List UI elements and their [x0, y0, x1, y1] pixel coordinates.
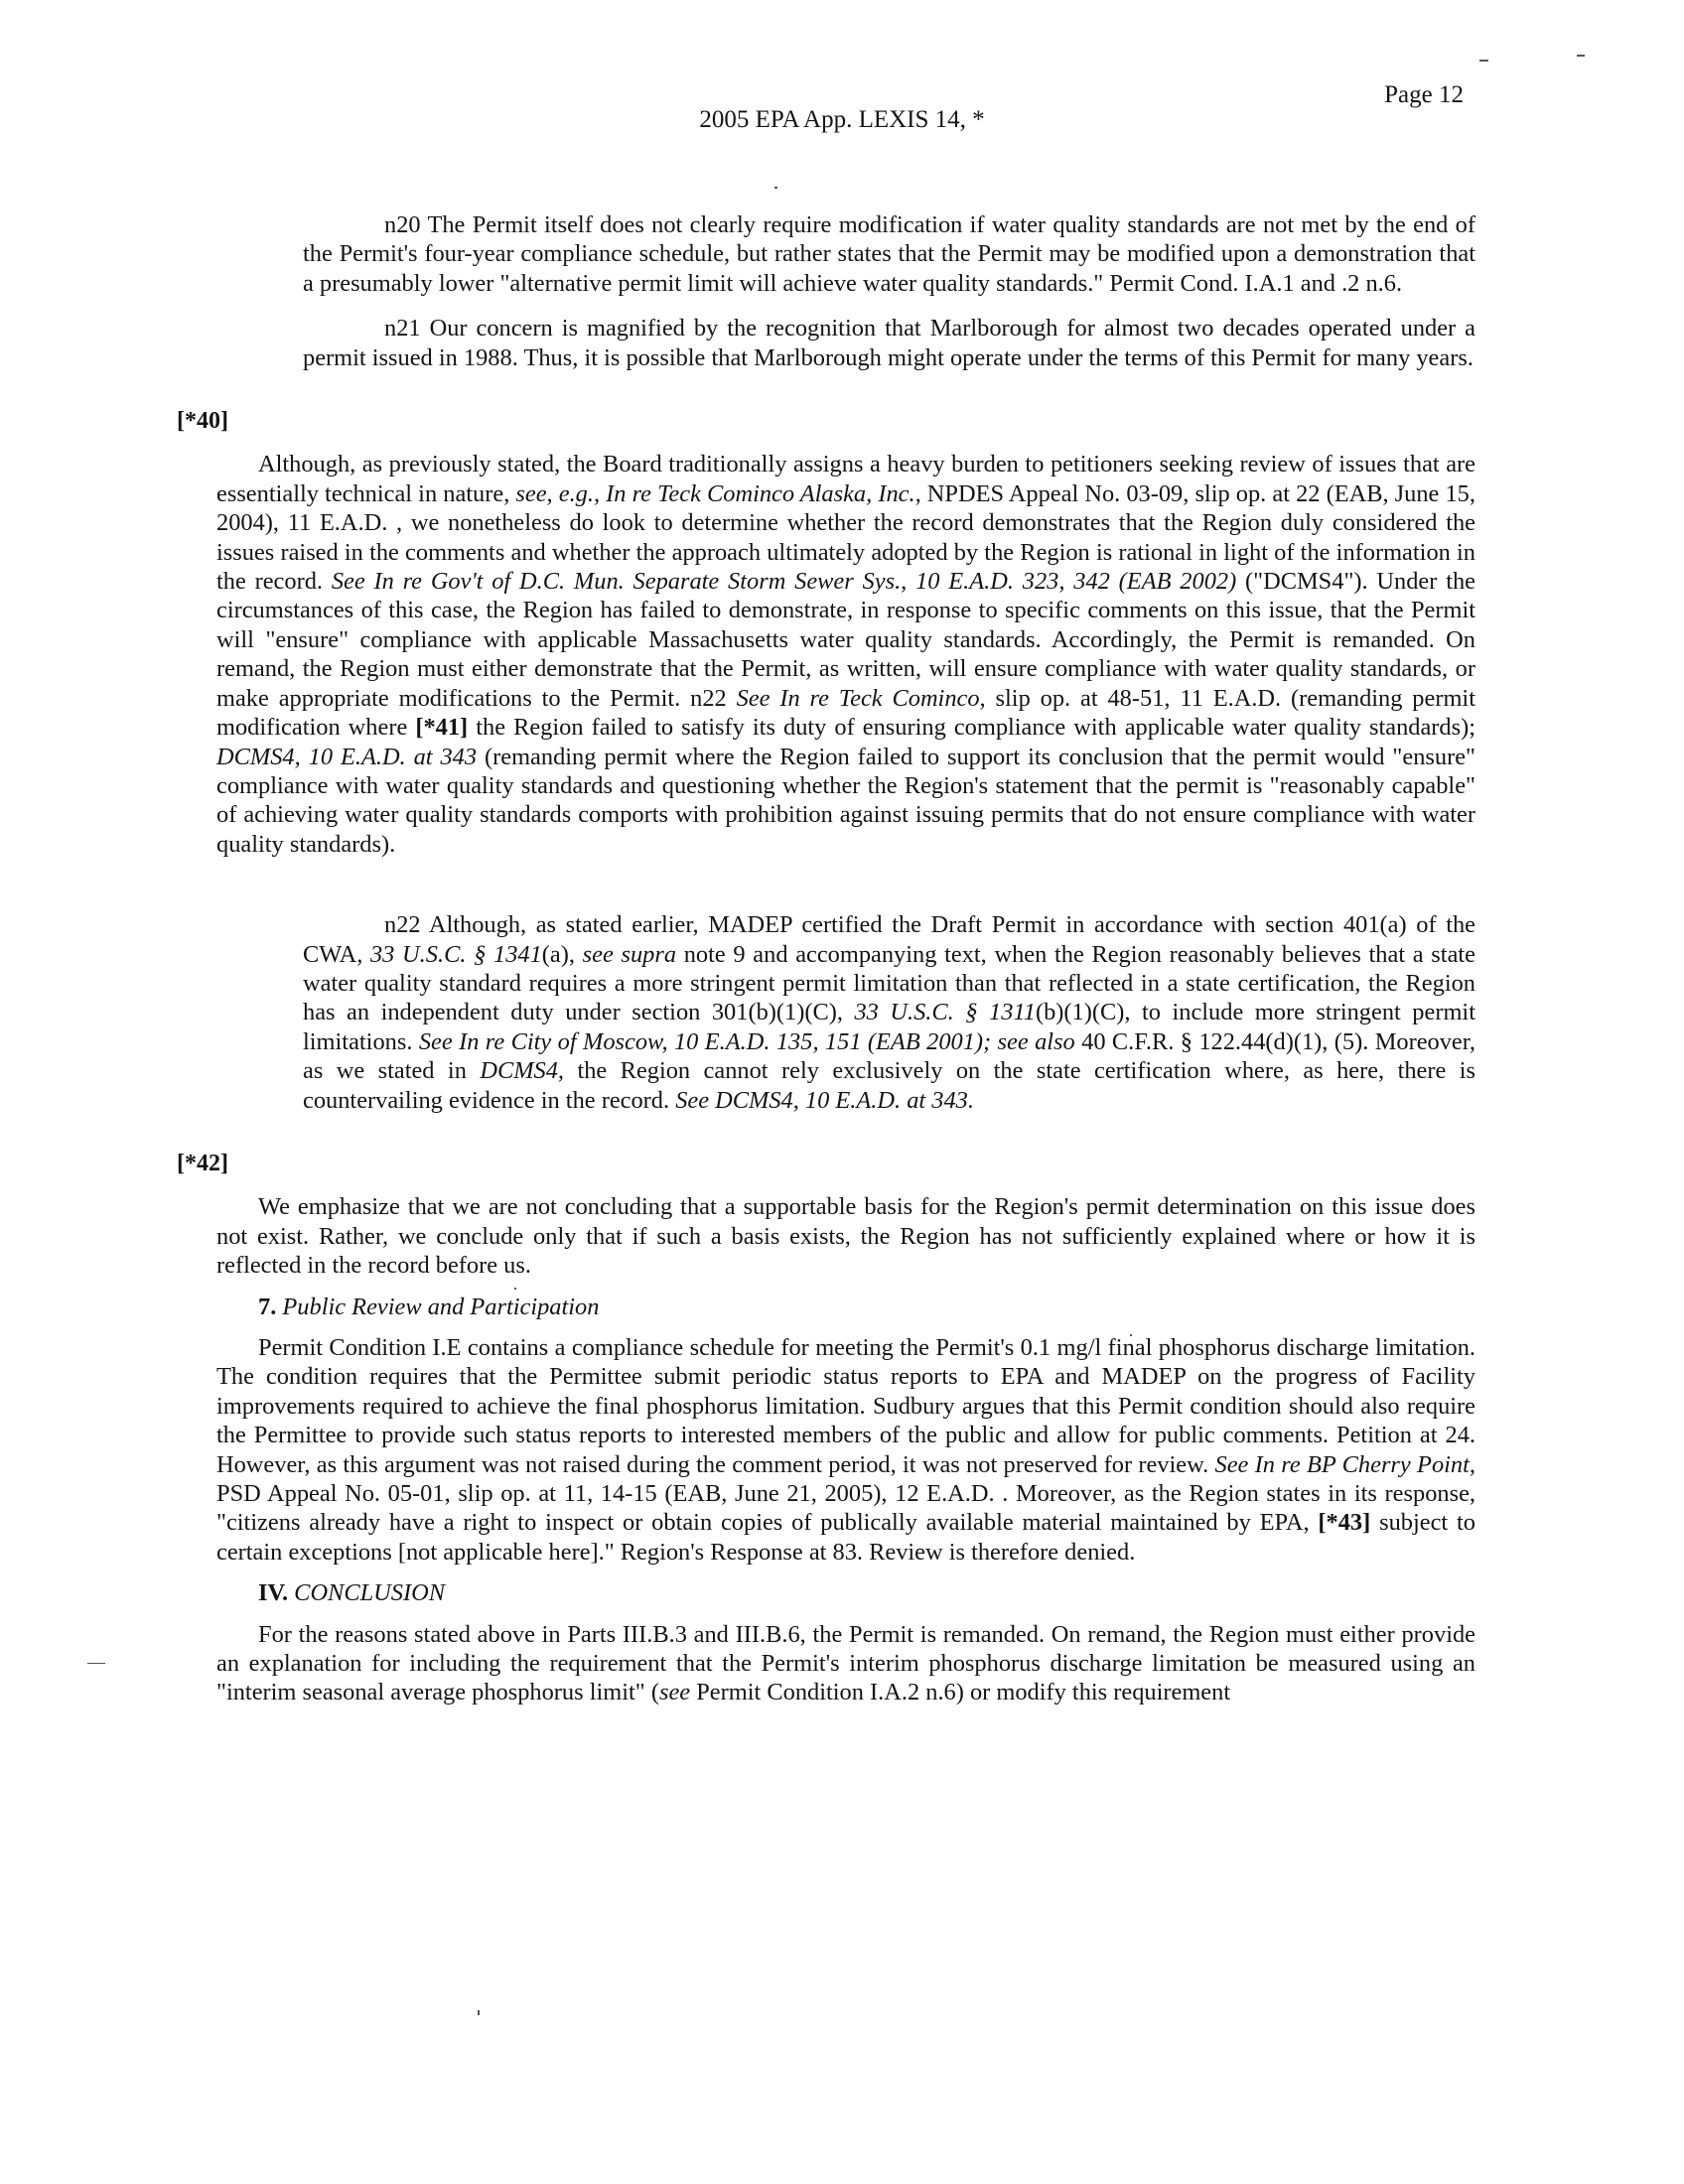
running-header-citation: 2005 EPA App. LEXIS 14, *	[699, 106, 985, 133]
section-7-heading: 7. Public Review and Participation	[258, 1293, 600, 1320]
conclusion-heading: IV. CONCLUSION	[258, 1579, 445, 1607]
page-marker-43: [*43]	[1318, 1509, 1371, 1537]
scan-speck	[774, 187, 777, 189]
page-marker-40	[177, 406, 1475, 436]
page-marker-42-label: [*42]	[177, 1150, 228, 1176]
scan-speck	[87, 1663, 105, 1664]
scan-speck	[1577, 55, 1585, 57]
page-number: Page 12	[1384, 81, 1464, 108]
document-body	[177, 210, 1476, 1707]
page-marker-41: [*41]	[415, 714, 469, 742]
paragraph-40: Although, as previously stated, the Board traditionally assigns a heavy burden to petitioners seeking review of issues that are essentially technical in nature, see, e.g., In re Teck Cominco Alaska, Inc., NPDES Appeal No. 03-09, slip op. at 22 (EAB, June 15, 2004), 11 E.A.D. , we nonetheless do look to determine whether the record demonstrates that the Region duly considered the issues raised in the comments and whether the approach ultimately adopted by the Region is rational in light of the information in the record. See In re Gov't of D.C. Mun. Separate Storm Sewer Sys., 10 E.A.D. 323, 342 (EAB 2002) ("DCMS4"). Under the circumstances of this case, the Region has failed to demonstrate, in response to specific comments on this issue, that the Permit will "ensure" compliance with applicable Massachusetts water quality standards. Accordingly, the Permit is remanded. On remand, the Region must either demonstrate that the Permit, as written, will ensure compliance with water quality standards, or make appropriate modifications to the Permit. n22 See In re Teck Cominco, slip op. at 48-51, 11 E.A.D. (remanding permit modification where [*41] the Region failed to satisfy its duty of ensuring compliance with applicable water quality standards); DCMS4, 10 E.A.D. at 343 (remanding permit where the Region failed to support its conclusion that the permit would "ensure" compliance with water quality standards and questioning whether the Region's statement that the permit is "reasonably capable" of achieving water quality standards comports with prohibition against issuing permits that do not ensure compliance with water quality standards).	[216, 451, 1475, 858]
page-marker-40-label: [*40]	[177, 408, 228, 435]
paragraph-conclusion: For the reasons stated above in Parts III.B.3 and III.B.6, the Permit is remanded. On remand, the Region must either provide an explanation for including the requirement that the Permit's interim phosphorus discharge limitation be measured using an "interim seasonal average phosphorus limit" (see Permit Condition I.A.2 n.6) or modify this requirement	[216, 1620, 1475, 1706]
footnote-n22: n22 Although, as stated earlier, MADEP certified the Draft Permit in accordance with section 401(a) of the CWA, 33 U.S.C. § 1341(a), see supra note 9 and accompanying text, when the Region reasonably believes that a state water quality standard requires a more stringent permit limitation than that reflected in a state certification, the Region has an independent duty under section 301(b)(1)(C), 33 U.S.C. § 1311(b)(1)(C), to include more stringent permit limitations. See In re City of Moscow, 10 E.A.D. 135, 151 (EAB 2001); see also 40 C.F.R. § 122.44(d)(1), (5). Moreover, as we stated in DCMS4, the Region cannot rely exclusively on the state certification where, as here, there is countervailing evidence in the record. See DCMS4, 10 E.A.D. at 343.	[303, 911, 1476, 1114]
paragraph-section-7: Permit Condition I.E contains a compliance schedule for meeting the Permit's 0.1 mg/l final phosphorus discharge limitation. The condition requires that the Permittee submit periodic status reports to EPA and MADEP on the progress of Facility improvements required to achieve the final phosphorus limitation. Sudbury argues that this Permit condition should also require the Permittee to provide such status reports to interested members of the public and allow for public comments. Petition at 24. However, as this argument was not raised during the comment period, it was not preserved for review. See In re BP Cherry Point, PSD Appeal No. 05-01, slip op. at 11, 14-15 (EAB, June 21, 2005), 12 E.A.D. . Moreover, as the Region states in its response, "citizens already have a right to inspect or obtain copies of publically available material maintained by EPA, [*43] subject to certain exceptions [not applicable here]." Region's Response at 83. Review is therefore denied.	[216, 1334, 1475, 1566]
scan-speck	[1479, 60, 1488, 62]
page-marker-42	[177, 1149, 1475, 1178]
paragraph-42: We emphasize that we are not concluding that a supportable basis for the Region's permit determination on this issue does not exist. Rather, we conclude only that if such a basis exists, the Region has not sufficiently explained where or how it is reflected in the record before us.	[216, 1193, 1475, 1280]
scan-speck	[478, 2010, 480, 2015]
footnote-n20: n20 The Permit itself does not clearly require modification if water quality standards are not met by the end of the Permit's four-year compliance schedule, but rather states that the Permit may be modified upon a demonstration that a presumably lower "alternative permit limit will achieve water quality standards." Permit Cond. I.A.1 and .2 n.6.	[303, 211, 1475, 297]
footnote-n21: n21 Our concern is magnified by the recognition that Marlborough for almost two decades operated under a permit issued in 1988. Thus, it is possible that Marlborough might operate under the terms of this Permit for many years.	[303, 315, 1475, 371]
